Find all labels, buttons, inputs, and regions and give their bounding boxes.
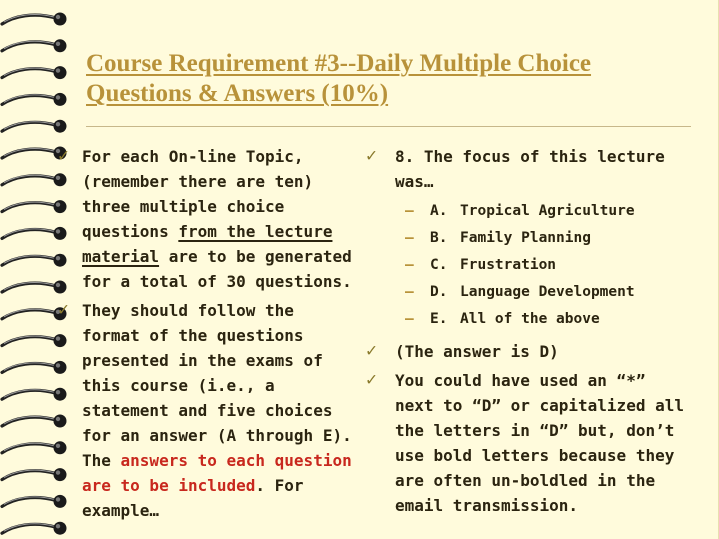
- spiral-ring-icon: [2, 227, 67, 240]
- check-mark-icon: ✓: [58, 299, 69, 320]
- spiral-ring-icon: [2, 522, 67, 535]
- choice-list: [370, 198, 690, 333]
- choice-item: [370, 306, 690, 333]
- spiral-ring-icon: [2, 13, 67, 26]
- title-line-1: Course Requirement #3--Daily Multiple Choice: [86, 50, 592, 77]
- dash-marker: –: [405, 311, 414, 327]
- spiral-ring-icon: [2, 468, 67, 481]
- choice-item: [370, 279, 690, 306]
- spiral-ring-icon: [2, 39, 67, 52]
- choice-letter: E.: [430, 311, 448, 327]
- spiral-binder: [0, 0, 75, 539]
- choice-text: All of the above: [460, 311, 600, 327]
- choice-letter: A.: [430, 203, 448, 219]
- answer-text: (The answer is D): [395, 342, 559, 361]
- choice-item: [370, 198, 690, 225]
- spiral-ring-icon: [2, 281, 67, 294]
- choice-letter: C.: [430, 257, 448, 273]
- title-divider: [86, 126, 691, 127]
- bullet-1-underlined: from the lecture material: [82, 222, 333, 266]
- right-column: [366, 144, 690, 522]
- dash-marker: –: [405, 203, 414, 219]
- spiral-ring-icon: [2, 147, 67, 160]
- spiral-ring-icon: [2, 415, 67, 428]
- dash-marker: –: [405, 230, 414, 246]
- note-text: You could have used an “*” next to “D” or capitalized all the letters in “D” but, don’t use bold letters because they are often un-boldled in the email transmission.: [395, 371, 684, 515]
- check-mark-icon: ✓: [366, 369, 377, 390]
- bullet-2-highlight: answers to each question are to be included: [82, 451, 352, 495]
- check-mark-icon: ✓: [366, 340, 377, 361]
- spiral-ring-icon: [2, 441, 67, 454]
- choice-text: Frustration: [460, 257, 557, 273]
- choice-item: [370, 252, 690, 279]
- spiral-ring-icon: [2, 254, 67, 267]
- bullet-2-text-b: . For example…: [82, 476, 304, 520]
- check-mark-icon: ✓: [366, 145, 377, 166]
- bullet-1-text-a: For each On-line Topic, (remember there are ten) three multiple choice questions: [82, 147, 314, 241]
- question-text: 8. The focus of this lecture was…: [395, 147, 665, 191]
- spiral-ring-icon: [2, 361, 67, 374]
- choice-letter: D.: [430, 284, 448, 300]
- spiral-ring-icon: [2, 66, 67, 79]
- choice-text: Tropical Agriculture: [460, 203, 635, 219]
- slide-title: [86, 49, 696, 109]
- left-column: [58, 144, 352, 527]
- choice-text: Family Planning: [460, 230, 591, 246]
- spiral-ring-icon: [2, 307, 67, 320]
- spiral-ring-icon: [2, 173, 67, 186]
- choice-letter: B.: [430, 230, 448, 246]
- spiral-ring-icon: [2, 388, 67, 401]
- answer-item: [366, 339, 690, 364]
- dash-marker: –: [405, 284, 414, 300]
- bullet-2-text-a: They should follow the format of the questions presented in the exams of this course (i.e., a statement and five choices for an answer (A through E). The: [82, 301, 352, 470]
- choice-text: Language Development: [460, 284, 635, 300]
- spiral-ring-icon: [2, 334, 67, 347]
- bullet-item-1: [58, 144, 352, 294]
- bullet-item-2: [58, 298, 352, 523]
- note-item: [366, 368, 690, 518]
- bullet-1-text-b: are to be generated for a total of 30 questions.: [82, 247, 352, 291]
- spiral-ring-icon: [2, 200, 67, 213]
- title-line-2: Questions & Answers (10%): [86, 80, 389, 107]
- dash-marker: –: [405, 257, 414, 273]
- choice-item: [370, 225, 690, 252]
- spiral-ring-icon: [2, 93, 67, 106]
- question-item: [366, 144, 690, 333]
- check-mark-icon: ✓: [58, 145, 69, 166]
- spiral-ring-icon: [2, 120, 67, 133]
- spiral-ring-icon: [2, 495, 67, 508]
